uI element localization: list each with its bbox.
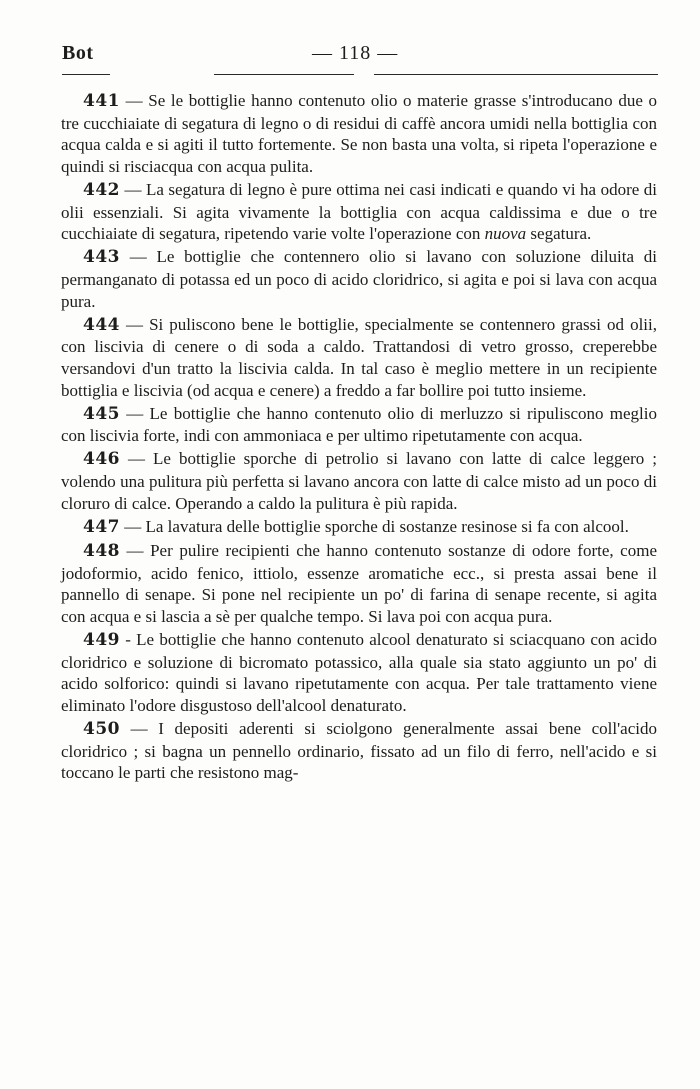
paragraph-text: — Si puliscono bene le bottiglie, specialmente se contennero grassi od olii, con liscivia di cenere o di soda a caldo. Trattandosi di vetro grosso, creperebbe versandovi d'un tratto la liscivia calda. In tal caso è meglio mettere in un recipiente bottiglia e liscivia (od acqua e cenere) a freddo a far bollire poi tutto insieme.: [61, 314, 657, 400]
body-text: [61, 90, 657, 785]
paragraph-text: — Le bottiglie sporche di petrolio si lavano con latte di calce leggero ; volendo una pulitura più perfetta si lavano ancora con latte di calce misto ad un poco di cloruro di calce. Operando a caldo la pulitura è più rapida.: [61, 449, 657, 513]
paragraph-number: 444: [83, 314, 120, 335]
paragraph-449: [61, 629, 657, 716]
paragraph-text: — La segatura di legno è pure ottima nei casi indicati e quando vi ha odore di olii essenziali. Si agita vivamente la bottiglia con acqua caldissima e due o tre cucchiaiate di segatura, ripetendo varie volte l'operazione con: [61, 179, 657, 244]
paragraph-text: — Le bottiglie che hanno contenuto olio di merluzzo si ripuliscono meglio con liscivia forte, indi con ammoniaca e per ultimo ripetutamente con acqua.: [61, 403, 657, 446]
paragraph-number: 441: [83, 91, 120, 111]
running-head: Bot: [62, 42, 94, 64]
paragraph-text: — Per pulire recipienti che hanno contenuto sostanze di odore forte, come jodoformio, acido fenico, ittiolo, essenze aromatiche ecc., si presta assai bene il pannello di senape. Si pone nel recipiente un po' di farina di senape recente, si agita con acqua e si lascia a sè per qualche tempo. Si lava poi con acqua pura.: [61, 541, 657, 626]
paragraph-text: — Le bottiglie che contennero olio si lavano con soluzione diluita di permanganato di potassa ed un poco di acido cloridrico, si agita e poi si lava con acqua pura.: [61, 247, 657, 311]
page-number: — 118 —: [312, 42, 399, 64]
paragraph-450: [61, 718, 657, 784]
paragraph-448: [61, 540, 657, 627]
paragraph-441: [61, 90, 657, 177]
paragraph-447: [61, 516, 657, 539]
header-rule-middle: [214, 74, 354, 75]
paragraph-number: 449: [83, 630, 120, 650]
paragraph-text: — La lavatura delle bottiglie sporche di sostanze resinose si fa con alcool.: [120, 516, 629, 536]
paragraph-text: — I depositi aderenti si sciolgono generalmente assai bene coll'acido cloridrico ; si bagna un pennello ordinario, fissato ad un filo di ferro, nell'acido e si toccano le parti che resistono mag-: [61, 718, 657, 783]
paragraph-446: [61, 448, 657, 514]
page-header: [62, 42, 658, 82]
paragraph-number: 442: [83, 179, 120, 200]
paragraph-number: 443: [83, 247, 120, 268]
paragraph-text-after: segatura.: [526, 224, 592, 244]
paragraph-number: 450: [83, 718, 120, 739]
paragraph-text: - Le bottiglie che hanno contenuto alcool denaturato si sciacquano con acido cloridrico e soluzione di bicromato potassico, alla quale sia stato aggiunto un po' di acido solforico: quindi si lavano ripetutamente con acqua. Per tale trattamento viene eliminato l'odore disgustoso dell'alcool denaturato.: [61, 630, 657, 715]
header-rule-right: [374, 74, 658, 75]
paragraph-number: 448: [83, 541, 120, 562]
paragraph-number: 447: [83, 516, 120, 537]
paragraph-445: [61, 403, 657, 447]
paragraph-444: [61, 314, 657, 401]
paragraph-emphasis: nuova: [484, 224, 527, 244]
header-rule-left: [62, 74, 110, 75]
paragraph-442: [61, 179, 657, 245]
paragraph-number: 446: [83, 449, 120, 470]
paragraph-number: 445: [83, 403, 120, 424]
paragraph-443: [61, 246, 657, 312]
paragraph-text: — Se le bottiglie hanno contenuto olio o materie grasse s'introducano due o tre cucchiaiate di segatura di legno o di residui di caffè ancora umidi nella bottiglia con acqua calda e si agiti il tutto fortemente. Se non basta una volta, si ripeta l'operazione e quindi si risciacqua con acqua pulita.: [61, 91, 657, 176]
